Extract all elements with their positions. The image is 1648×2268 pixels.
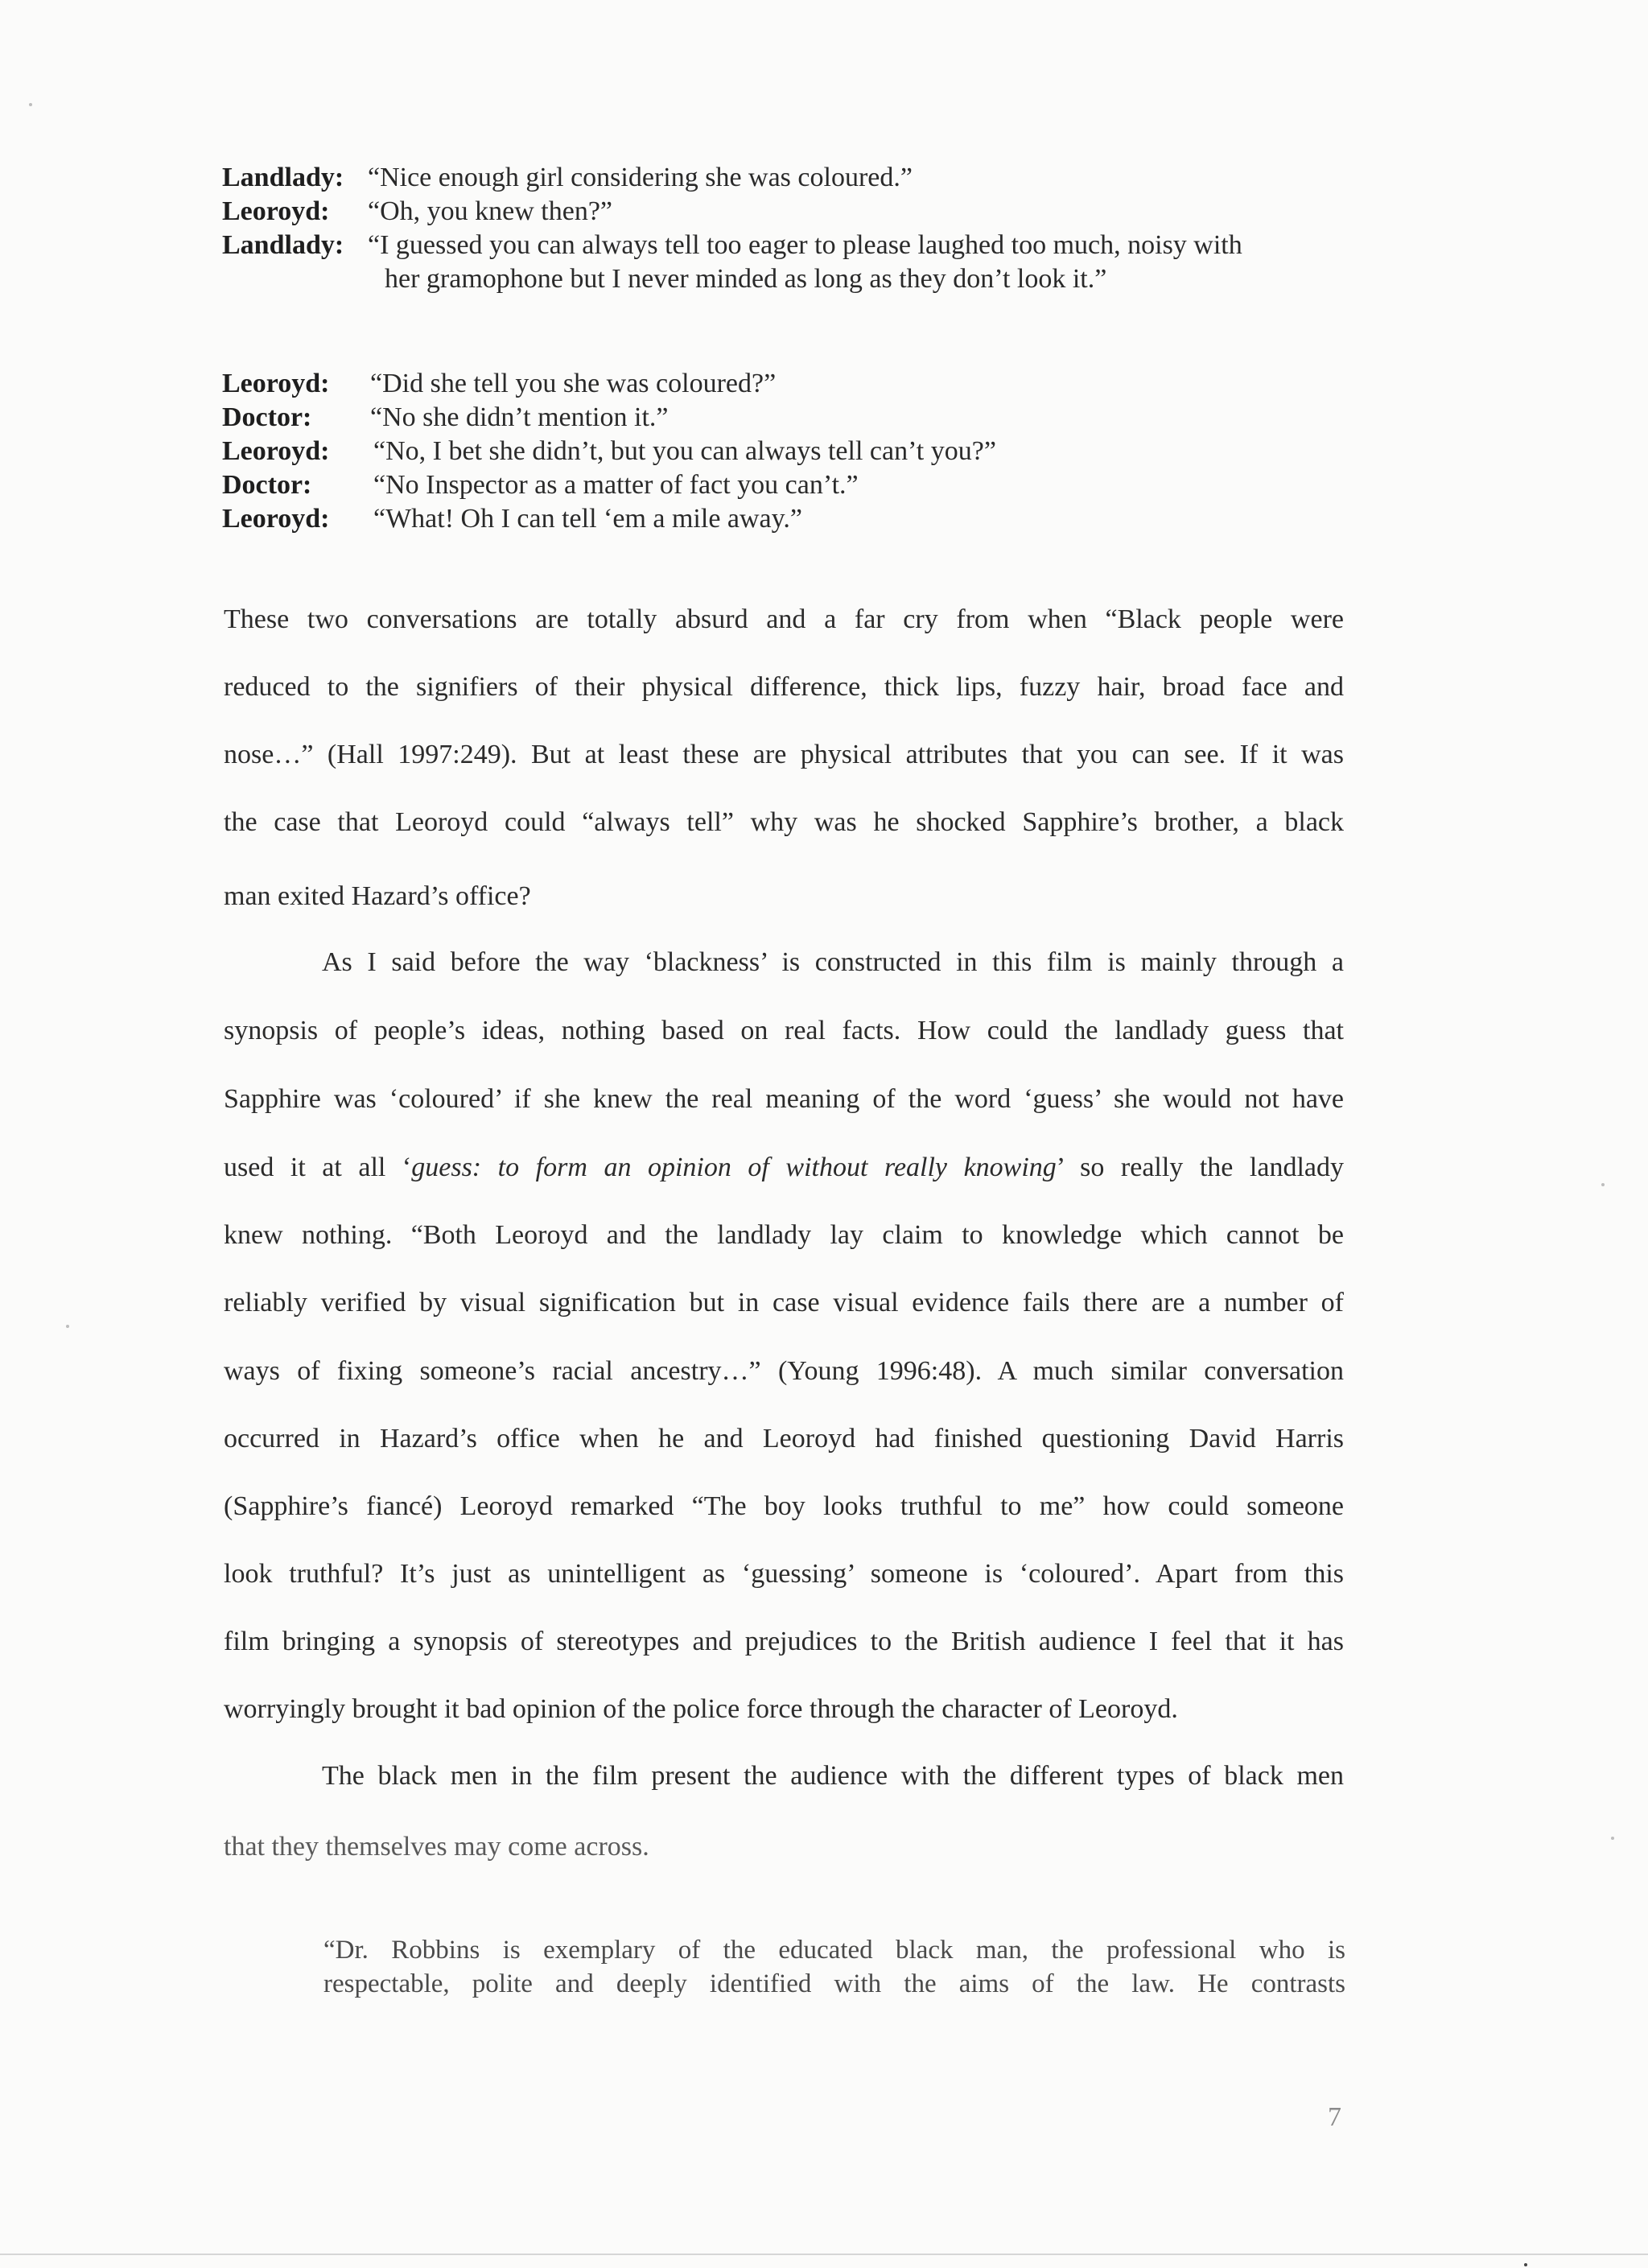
quote-line: “Dr. Robbins is exemplary of the educated black man, the professional who is (323, 1936, 1345, 1965)
scan-speck (66, 1325, 69, 1328)
speaker-label: Leoroyd: (222, 436, 330, 466)
text-line: (Sapphire’s fiancé) Leoroyd remarked “The boy looks truthful to me” how could someone (224, 1491, 1344, 1521)
text-line: As I said before the way ‘blackness’ is constructed in this film is mainly through a (322, 947, 1344, 977)
page-number: 7 (1328, 2102, 1341, 2132)
speaker-label: Landlady: (222, 163, 344, 192)
dialogue-line: “No Inspector as a matter of fact you can’t.” (373, 470, 859, 500)
text-line: reduced to the signifiers of their physical difference, thick lips, fuzzy hair, broad face and (224, 672, 1344, 702)
text-line: reliably verified by visual signification but in case visual evidence fails there are a number of (224, 1288, 1344, 1318)
text-line: The black men in the film present the audience with the different types of black men (322, 1761, 1344, 1791)
scan-edge-line (0, 2254, 1648, 2255)
text-line: nose…” (Hall 1997:249). But at least these are physical attributes that you can see. If it was (224, 740, 1344, 769)
quote-line: respectable, polite and deeply identified with the aims of the law. He contrasts (323, 1969, 1345, 1998)
dialogue-line: “What! Oh I can tell ‘em a mile away.” (373, 504, 803, 534)
text-line: that they themselves may come across. (224, 1832, 649, 1862)
text-line: film bringing a synopsis of stereotypes and prejudices to the British audience I feel that it has (224, 1627, 1344, 1656)
text-fragment: used it at all ‘ (224, 1153, 412, 1182)
text-line-with-definition (224, 1151, 1344, 1185)
dialogue-line: “Oh, you knew then?” (368, 196, 613, 226)
dialogue-line-continuation: her gramophone but I never minded as long as they don’t look it.” (385, 264, 1107, 294)
dialogue-line: “Did she tell you she was coloured?” (370, 369, 777, 398)
dialogue-line: “No she didn’t mention it.” (370, 402, 669, 432)
dialogue-line: “No, I bet she didn’t, but you can always tell can’t you?” (373, 436, 996, 466)
dialogue-line: “Nice enough girl considering she was coloured.” (368, 163, 913, 192)
speaker-label: Leoroyd: (222, 196, 330, 226)
scan-speck (29, 103, 32, 106)
text-line: worryingly brought it bad opinion of the police force through the character of Leoroyd. (224, 1694, 1178, 1724)
text-line: These two conversations are totally absurd and a far cry from when “Black people were (224, 604, 1344, 634)
text-line: man exited Hazard’s office? (224, 881, 531, 911)
scan-speck (1524, 2263, 1527, 2266)
speaker-label: Doctor: (222, 402, 312, 432)
scan-speck (1601, 1183, 1605, 1186)
text-line: look truthful? It’s just as unintelligent as ‘guessing’ someone is ‘coloured’. Apart from this (224, 1559, 1344, 1589)
text-line: synopsis of people’s ideas, nothing based on real facts. How could the landlady guess that (224, 1016, 1344, 1045)
text-line: ways of fixing someone’s racial ancestry…” (Young 1996:48). A much similar conversation (224, 1356, 1344, 1386)
speaker-label: Leoroyd: (222, 369, 330, 398)
speaker-label: Doctor: (222, 470, 312, 500)
text-line: knew nothing. “Both Leoroyd and the landlady lay claim to knowledge which cannot be (224, 1220, 1344, 1250)
speaker-label: Leoroyd: (222, 504, 330, 534)
scan-speck (1611, 1837, 1614, 1840)
text-fragment: ’ so really the landlady (1056, 1153, 1344, 1182)
dialogue-line: “I guessed you can always tell too eager to please laughed too much, noisy with (368, 230, 1242, 260)
definition-italic: guess: to form an opinion of without really knowing (411, 1153, 1057, 1182)
speaker-label: Landlady: (222, 230, 344, 260)
text-line: occurred in Hazard’s office when he and Leoroyd had finished questioning David Harris (224, 1424, 1344, 1454)
text-line: the case that Leoroyd could “always tell” why was he shocked Sapphire’s brother, a black (224, 807, 1344, 837)
text-line: Sapphire was ‘coloured’ if she knew the real meaning of the word ‘guess’ she would not have (224, 1084, 1344, 1114)
